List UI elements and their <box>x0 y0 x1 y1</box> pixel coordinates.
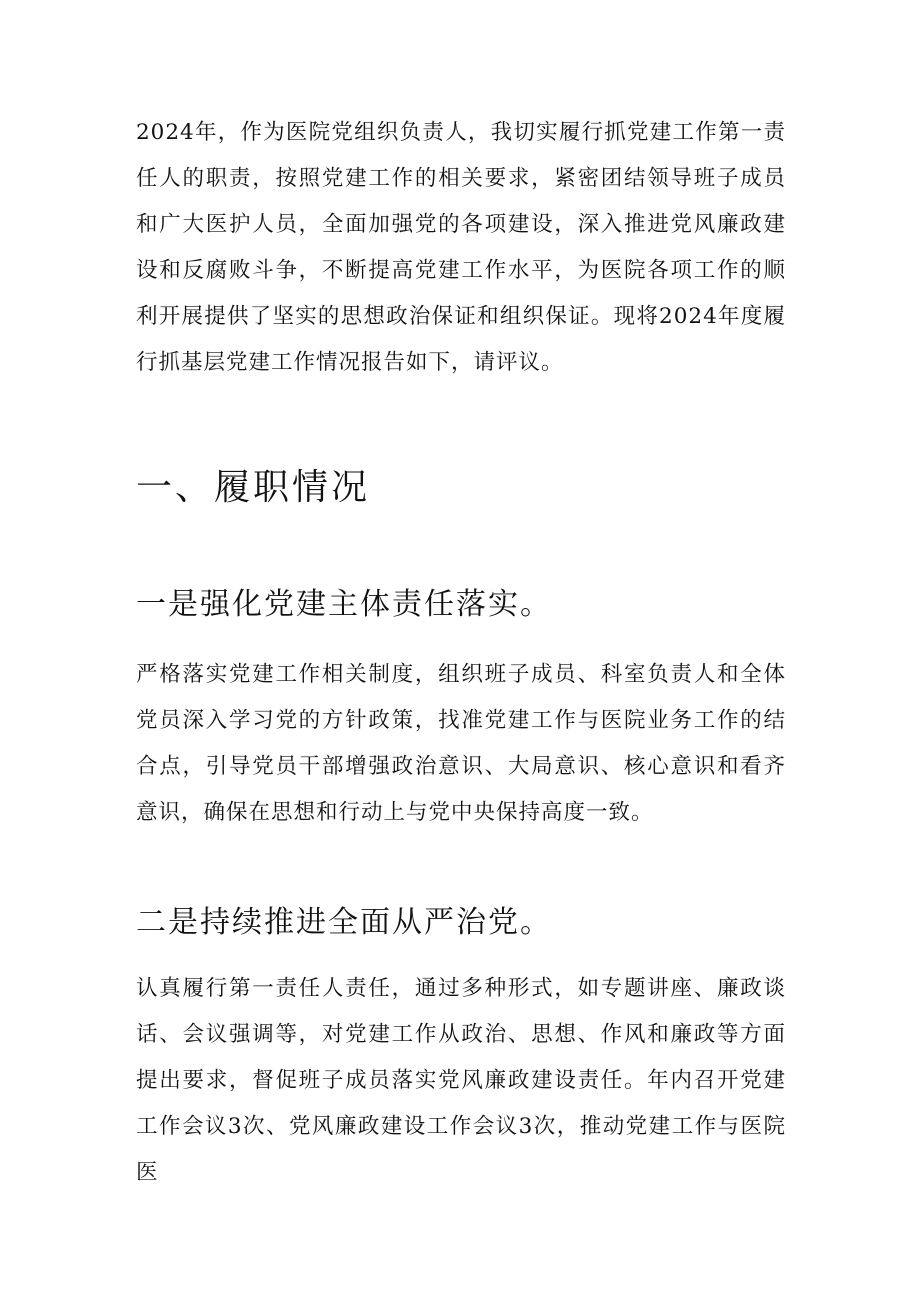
subsection-heading-1: 一是强化党建主体责任落实。 <box>136 587 552 622</box>
subsection-body-1: 严格落实党建工作相关制度，组织班子成员、科室负责人和全体党员深入学习党的方针政策，找准党建工作与医院业务工作的结合点，引导党员干部增强政治意识、大局意识、核心意识和看齐意识，确保在思想和行动上与党中央保持高度一致。 <box>136 662 786 825</box>
intro-paragraph: 2024年，作为医院党组织负责人，我切实履行抓党建工作第一责任人的职责，按照党建工作的相关要求，紧密团结领导班子成员和广大医护人员，全面加强党的各项建设，深入推进党风廉政建设和反腐败斗争，不断提高党建工作水平，为医院各项工作的顺利开展提供了坚实的思想政治保证和组织保证。现将2024年度履行抓基层党建工作情况报告如下，请评议。 <box>136 120 786 375</box>
subsection-heading-2: 二是持续推进全面从严治党。 <box>136 905 552 940</box>
subsection-body-2: 认真履行第一责任人责任，通过多种形式，如专题讲座、廉政谈话、会议强调等，对党建工作从政治、思想、作风和廉政等方面提出要求，督促班子成员落实党风廉政建设责任。年内召开党建工作会议3次、党风廉政建设工作会议3次，推动党建工作与医院医 <box>136 976 786 1185</box>
section-heading: 一、履职情况 <box>136 467 371 508</box>
